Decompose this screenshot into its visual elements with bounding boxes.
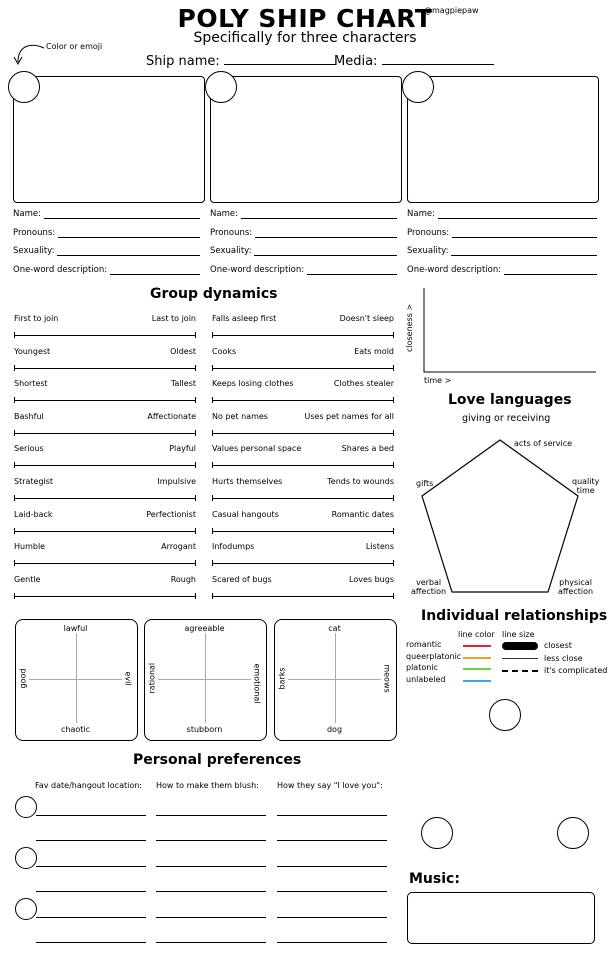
- page-title: POLY SHIP CHART: [177, 4, 433, 33]
- slider-line[interactable]: [212, 430, 394, 436]
- character-3-image-box[interactable]: [407, 76, 599, 203]
- slider-right-label: Rough: [170, 574, 196, 584]
- preference-line[interactable]: [36, 942, 146, 943]
- slider-left-label: Keeps losing clothes: [212, 379, 294, 389]
- preference-line[interactable]: [36, 917, 146, 918]
- ship-name-label: Ship name:: [146, 54, 220, 69]
- alignment-bottom-label: chaotic: [60, 725, 91, 734]
- pref-col-blush: How to make them blush:: [156, 781, 259, 790]
- slider-right-label: Listens: [365, 542, 394, 552]
- relationship-type-label: platonic: [406, 663, 438, 672]
- slider-left-label: Hurts themselves: [212, 477, 283, 486]
- slider-left-label: Strategist: [14, 477, 54, 486]
- relationship-type-label: romantic: [406, 640, 442, 649]
- music-heading: Music:: [409, 871, 460, 887]
- graph-xlabel: time >: [424, 376, 452, 385]
- slider-right-label: Shares a bed: [341, 444, 394, 454]
- slider-line[interactable]: [14, 430, 196, 436]
- alignment-vertical-axis: [76, 633, 77, 723]
- slider-left-label: Infodumps: [212, 542, 255, 552]
- relationship-color-swatch: [463, 645, 491, 647]
- relationship-circle-right[interactable]: [557, 817, 589, 849]
- pref-col-date: Fav date/hangout location:: [35, 781, 142, 790]
- slider-right-label: Impulsive: [157, 477, 196, 486]
- preference-line[interactable]: [156, 891, 266, 892]
- character-3-pronouns-field[interactable]: Pronouns:: [407, 228, 597, 238]
- character-2-sexuality-field[interactable]: Sexuality:: [210, 246, 397, 256]
- alignment-bottom-label: stubborn: [186, 725, 223, 734]
- slider-left-label: Cooks: [212, 346, 237, 356]
- love-language-physical: physical affection: [558, 578, 594, 596]
- slider-line[interactable]: [14, 397, 196, 403]
- slider-line[interactable]: [14, 593, 196, 599]
- love-language-gifts: gifts: [416, 479, 434, 488]
- slider-line[interactable]: [212, 332, 394, 338]
- slider-line[interactable]: [212, 560, 394, 566]
- alignment-horizontal-axis: [158, 679, 251, 680]
- character-3-color-circle[interactable]: [402, 71, 434, 103]
- relationship-color-swatch: [463, 657, 491, 659]
- character-1-description-field[interactable]: One-word description:: [13, 265, 200, 275]
- alignment-top-label: cat: [328, 624, 341, 633]
- character-1-sexuality-field[interactable]: Sexuality:: [13, 246, 200, 256]
- slider-line[interactable]: [14, 332, 196, 338]
- subtitle: Specifically for three characters: [193, 30, 417, 46]
- character-1-image-box[interactable]: [13, 76, 205, 203]
- music-box[interactable]: [407, 892, 595, 944]
- relationship-circle-left[interactable]: [421, 817, 453, 849]
- slider-line[interactable]: [212, 593, 394, 599]
- individual-relationships-heading: Individual relationships: [421, 608, 608, 624]
- slider-line[interactable]: [14, 528, 196, 534]
- love-language-quality: quality time: [572, 477, 600, 495]
- character-1-color-circle[interactable]: [8, 71, 40, 103]
- slider-right-label: Last to join: [151, 314, 196, 323]
- slider-left-label: Shortest: [14, 379, 48, 389]
- alignment-bottom-label: dog: [326, 725, 343, 734]
- slider-left-label: Values personal space: [212, 444, 302, 454]
- love-languages-heading: Love languages: [448, 392, 572, 408]
- pref-col-love: How they say "I love you":: [277, 781, 383, 790]
- preference-line[interactable]: [277, 942, 387, 943]
- line-color-label: line color: [458, 630, 495, 639]
- slider-left-label: First to join: [14, 314, 59, 323]
- alignment-top-label: lawful: [63, 624, 88, 633]
- preference-line[interactable]: [156, 942, 266, 943]
- preference-line[interactable]: [36, 866, 146, 867]
- love-languages-subheading: giving or receiving: [462, 413, 551, 424]
- character-3-description-field[interactable]: One-word description:: [407, 265, 597, 275]
- slider-line[interactable]: [14, 462, 196, 468]
- character-1-name-field[interactable]: Name:: [13, 209, 200, 219]
- slider-left-label: Falls asleep first: [212, 314, 277, 323]
- alignment-right-label: emotional: [252, 663, 262, 704]
- slider-line[interactable]: [14, 495, 196, 501]
- slider-line[interactable]: [14, 365, 196, 371]
- slider-right-label: Doesn't sleep: [339, 314, 394, 323]
- slider-left-label: Serious: [14, 444, 44, 454]
- ship-name-line[interactable]: [224, 52, 336, 65]
- slider-right-label: Playful: [169, 444, 196, 454]
- closeness-graph: [404, 284, 604, 388]
- line-size-thin: [502, 658, 538, 659]
- ship-name-field[interactable]: [146, 52, 336, 69]
- line-size-thick: [502, 642, 538, 650]
- color-note: Color or emoji: [46, 42, 103, 51]
- preference-line[interactable]: [277, 815, 387, 816]
- slider-line[interactable]: [212, 528, 394, 534]
- alignment-left-label: rational: [147, 662, 157, 694]
- preference-line[interactable]: [156, 917, 266, 918]
- arrow-icon: [8, 40, 48, 70]
- character-2-name-field[interactable]: Name:: [210, 209, 397, 219]
- slider-right-label: Romantic dates: [331, 509, 394, 519]
- character-3-name-field[interactable]: Name:: [407, 209, 597, 219]
- line-size-dashed: [502, 670, 538, 672]
- relationship-circle-top[interactable]: [489, 699, 521, 731]
- preference-row-circle[interactable]: [15, 847, 37, 869]
- graph-ylabel: closeness >: [405, 303, 414, 352]
- preference-line[interactable]: [36, 891, 146, 892]
- character-2-color-circle[interactable]: [205, 71, 237, 103]
- alignment-left-label: good: [18, 668, 28, 689]
- slider-line[interactable]: [212, 495, 394, 501]
- character-2-pronouns-field[interactable]: Pronouns:: [210, 228, 397, 238]
- alignment-chart-1[interactable]: [15, 619, 138, 741]
- slider-right-label: Uses pet names for all: [304, 411, 394, 421]
- character-2-description-field[interactable]: One-word description:: [210, 265, 397, 275]
- relationship-color-swatch: [463, 680, 491, 682]
- slider-right-label: Oldest: [170, 346, 196, 356]
- slider-right-label: Tends to wounds: [327, 477, 394, 486]
- slider-right-label: Tallest: [170, 379, 196, 389]
- size-complicated: it's complicated: [544, 666, 608, 675]
- slider-line[interactable]: [212, 462, 394, 468]
- slider-left-label: Scared of bugs: [212, 574, 272, 584]
- alignment-right-label: meows: [382, 664, 392, 693]
- slider-left-label: Youngest: [14, 346, 51, 356]
- preference-line[interactable]: [277, 866, 387, 867]
- alignment-vertical-axis: [205, 633, 206, 723]
- relationship-type-label: unlabeled: [406, 674, 446, 684]
- credit: @magpiepaw: [424, 6, 479, 15]
- slider-left-label: Laid-back: [14, 509, 53, 519]
- slider-right-label: Arrogant: [161, 542, 196, 552]
- slider-left-label: Humble: [14, 542, 46, 552]
- personal-preferences-heading: Personal preferences: [133, 752, 302, 768]
- alignment-chart-3[interactable]: [274, 619, 397, 741]
- preference-line[interactable]: [36, 840, 146, 841]
- alignment-vertical-axis: [335, 633, 336, 723]
- preference-line[interactable]: [156, 840, 266, 841]
- alignment-horizontal-axis: [29, 679, 122, 680]
- preference-line[interactable]: [277, 917, 387, 918]
- alignment-chart-2[interactable]: [144, 619, 267, 741]
- media-line[interactable]: [382, 52, 494, 65]
- slider-left-label: Gentle: [14, 574, 41, 584]
- media-label: Media:: [334, 54, 378, 69]
- love-languages-pentagon: [410, 432, 600, 602]
- preference-row-circle[interactable]: [15, 796, 37, 818]
- relationship-type-label: queerplatonic: [406, 651, 462, 661]
- alignment-left-label: barks: [277, 667, 287, 690]
- slider-right-label: Perfectionist: [146, 509, 196, 519]
- alignment-right-label: evil: [123, 671, 133, 686]
- character-3-sexuality-field[interactable]: Sexuality:: [407, 246, 597, 256]
- preference-line[interactable]: [156, 866, 266, 867]
- love-language-verbal: verbal affection: [411, 578, 447, 596]
- slider-left-label: No pet names: [212, 411, 268, 421]
- character-1-pronouns-field[interactable]: Pronouns:: [13, 228, 200, 238]
- slider-line[interactable]: [212, 397, 394, 403]
- slider-right-label: Loves bugs: [349, 574, 394, 584]
- size-closest: closest: [544, 641, 572, 650]
- slider-line[interactable]: [212, 365, 394, 371]
- slider-left-label: Bashful: [14, 411, 44, 421]
- relationship-color-swatch: [463, 668, 491, 670]
- slider-right-label: Affectionate: [147, 411, 196, 421]
- alignment-horizontal-axis: [288, 679, 381, 680]
- slider-left-label: Casual hangouts: [212, 509, 279, 519]
- size-less-close: less close: [544, 654, 583, 663]
- preference-line[interactable]: [156, 815, 266, 816]
- slider-line[interactable]: [14, 560, 196, 566]
- group-dynamics-heading: Group dynamics: [150, 286, 278, 302]
- character-2-image-box[interactable]: [210, 76, 402, 203]
- love-language-acts: acts of service: [514, 439, 573, 448]
- preference-line[interactable]: [277, 891, 387, 892]
- preference-line[interactable]: [36, 815, 146, 816]
- line-size-label: line size: [502, 630, 535, 639]
- media-field[interactable]: [334, 52, 494, 69]
- slider-right-label: Clothes stealer: [333, 379, 394, 389]
- alignment-top-label: agreeable: [184, 624, 225, 633]
- preference-row-circle[interactable]: [15, 898, 37, 920]
- slider-right-label: Eats mold: [354, 346, 394, 356]
- preference-line[interactable]: [277, 840, 387, 841]
